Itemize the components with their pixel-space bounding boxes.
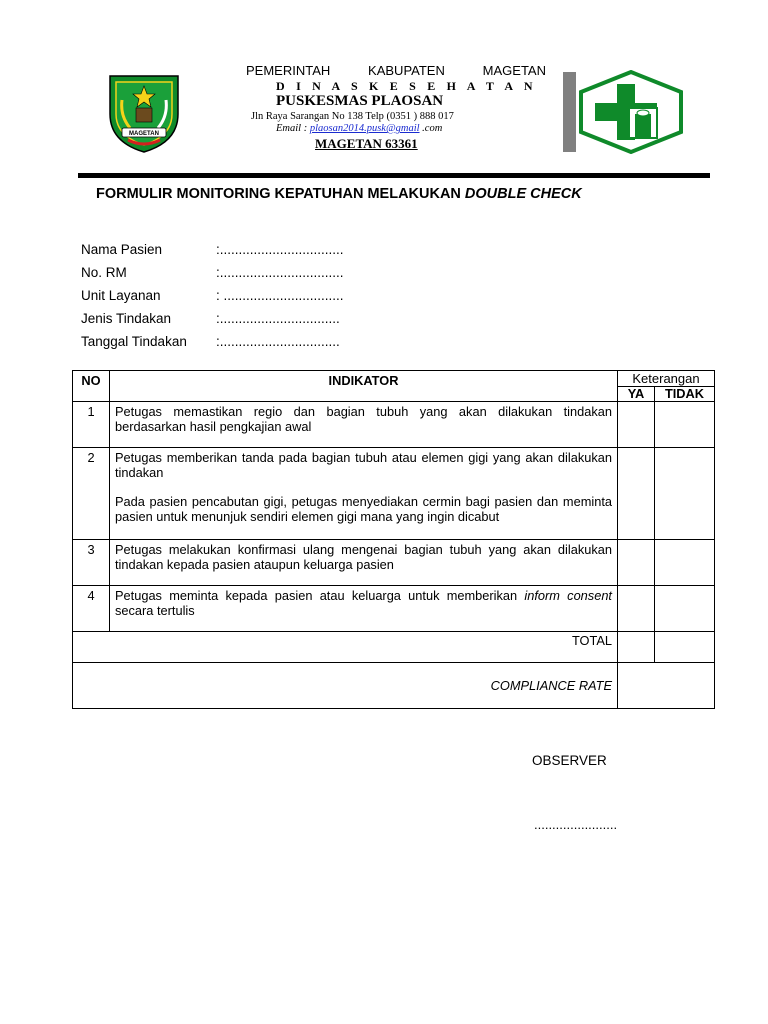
observer-label: OBSERVER	[532, 753, 607, 768]
row-indicator-text-after: secara tertulis	[115, 603, 195, 618]
header-address: Jln Raya Sarangan No 138 Telp (0351 ) 888 017	[251, 111, 454, 122]
col-no: NO	[73, 371, 110, 402]
header-email	[276, 123, 442, 134]
header-word-3: MAGETAN	[482, 63, 546, 78]
check-ya[interactable]	[618, 448, 655, 540]
check-ya[interactable]	[618, 402, 655, 448]
row-indicator-italic: inform consent	[524, 588, 612, 603]
field-value[interactable]: :................................	[216, 311, 340, 326]
header-dinas: D I N A S K E S E H A T A N	[276, 79, 537, 93]
check-tidak[interactable]	[655, 402, 715, 448]
row-indicator: Petugas melakukan konfirmasi ulang mengenai bagian tubuh yang akan dilakukan tindakan kepada pasien ataupun keluarga pasien	[110, 540, 618, 586]
total-tidak[interactable]	[655, 632, 715, 663]
field-value[interactable]: : ................................	[216, 288, 344, 303]
magetan-crest-logo	[106, 70, 182, 154]
table-row	[73, 540, 715, 586]
field-nama-pasien	[81, 242, 344, 257]
header-puskesmas: PUSKESMAS PLAOSAN	[276, 93, 444, 109]
col-indikator: INDIKATOR	[110, 371, 618, 402]
check-ya[interactable]	[618, 540, 655, 586]
header-word-2: KABUPATEN	[368, 63, 445, 78]
field-label: Jenis Tindakan	[81, 311, 172, 326]
row-number: 2	[73, 448, 110, 540]
check-tidak[interactable]	[655, 586, 715, 632]
check-ya[interactable]	[618, 586, 655, 632]
field-label: Unit Layanan	[81, 288, 161, 303]
form-title	[96, 186, 582, 202]
row-number: 3	[73, 540, 110, 586]
field-tanggal-tindakan	[81, 334, 340, 349]
header-word-1: PEMERINTAH	[246, 63, 331, 78]
header-government	[246, 63, 546, 78]
table-header-row	[73, 371, 715, 387]
row-number: 1	[73, 402, 110, 448]
col-ya: YA	[618, 387, 655, 402]
compliance-text: COMPLIANCE RATE	[490, 678, 612, 693]
row-indicator	[110, 586, 618, 632]
form-title-main: FORMULIR MONITORING KEPATUHAN MELAKUKAN	[96, 186, 465, 202]
header-city: MAGETAN 63361	[315, 136, 418, 151]
header-divider	[78, 173, 710, 178]
compliance-value[interactable]	[618, 663, 715, 709]
row-indicator-text: Petugas meminta kepada pasien atau keluarga untuk memberikan	[115, 588, 525, 603]
table-row	[73, 402, 715, 448]
compliance-row	[73, 663, 715, 709]
crest-banner-text: MAGETAN	[129, 131, 159, 137]
table-row	[73, 586, 715, 632]
compliance-label	[73, 663, 618, 709]
field-label: Nama Pasien	[81, 242, 163, 257]
check-tidak[interactable]	[655, 540, 715, 586]
col-keterangan: Keterangan	[618, 371, 715, 387]
field-label: Tanggal Tindakan	[81, 334, 187, 349]
field-value[interactable]: :................................	[216, 334, 340, 349]
email-label: Email :	[276, 123, 308, 134]
row-indicator	[110, 448, 618, 540]
email-suffix: .com	[419, 123, 443, 134]
col-tidak: TIDAK	[655, 387, 715, 402]
field-unit-layanan	[81, 288, 344, 303]
total-ya[interactable]	[618, 632, 655, 663]
row-indicator-note: Pada pasien pencabutan gigi, petugas menyediakan cermin bagi pasien dan meminta pasien untuk menunjuk sendiri elemen gigi mana yang ingin dicabut	[115, 494, 612, 524]
field-jenis-tindakan	[81, 311, 340, 326]
check-tidak[interactable]	[655, 448, 715, 540]
table-row	[73, 448, 715, 540]
puskesmas-logo	[563, 70, 685, 154]
field-value[interactable]: :.................................	[216, 265, 344, 280]
row-indicator: Petugas memastikan regio dan bagian tubuh yang akan dilakukan tindakan berdasarkan hasil pengkajian awal	[110, 402, 618, 448]
field-label: No. RM	[81, 265, 127, 280]
observer-signature-line[interactable]: .......................	[534, 817, 618, 832]
field-no-rm	[81, 265, 344, 280]
email-link[interactable]: plaosan2014.pusk@gmail	[309, 123, 420, 134]
monitoring-table	[72, 370, 715, 709]
row-number: 4	[73, 586, 110, 632]
total-row	[73, 632, 715, 663]
field-value[interactable]: :.................................	[216, 242, 344, 257]
total-label: TOTAL	[73, 632, 618, 663]
row-indicator-text: Petugas memberikan tanda pada bagian tubuh atau elemen gigi yang akan dilakukan tindakan	[115, 450, 612, 480]
form-title-italic: DOUBLE CHECK	[464, 186, 582, 202]
